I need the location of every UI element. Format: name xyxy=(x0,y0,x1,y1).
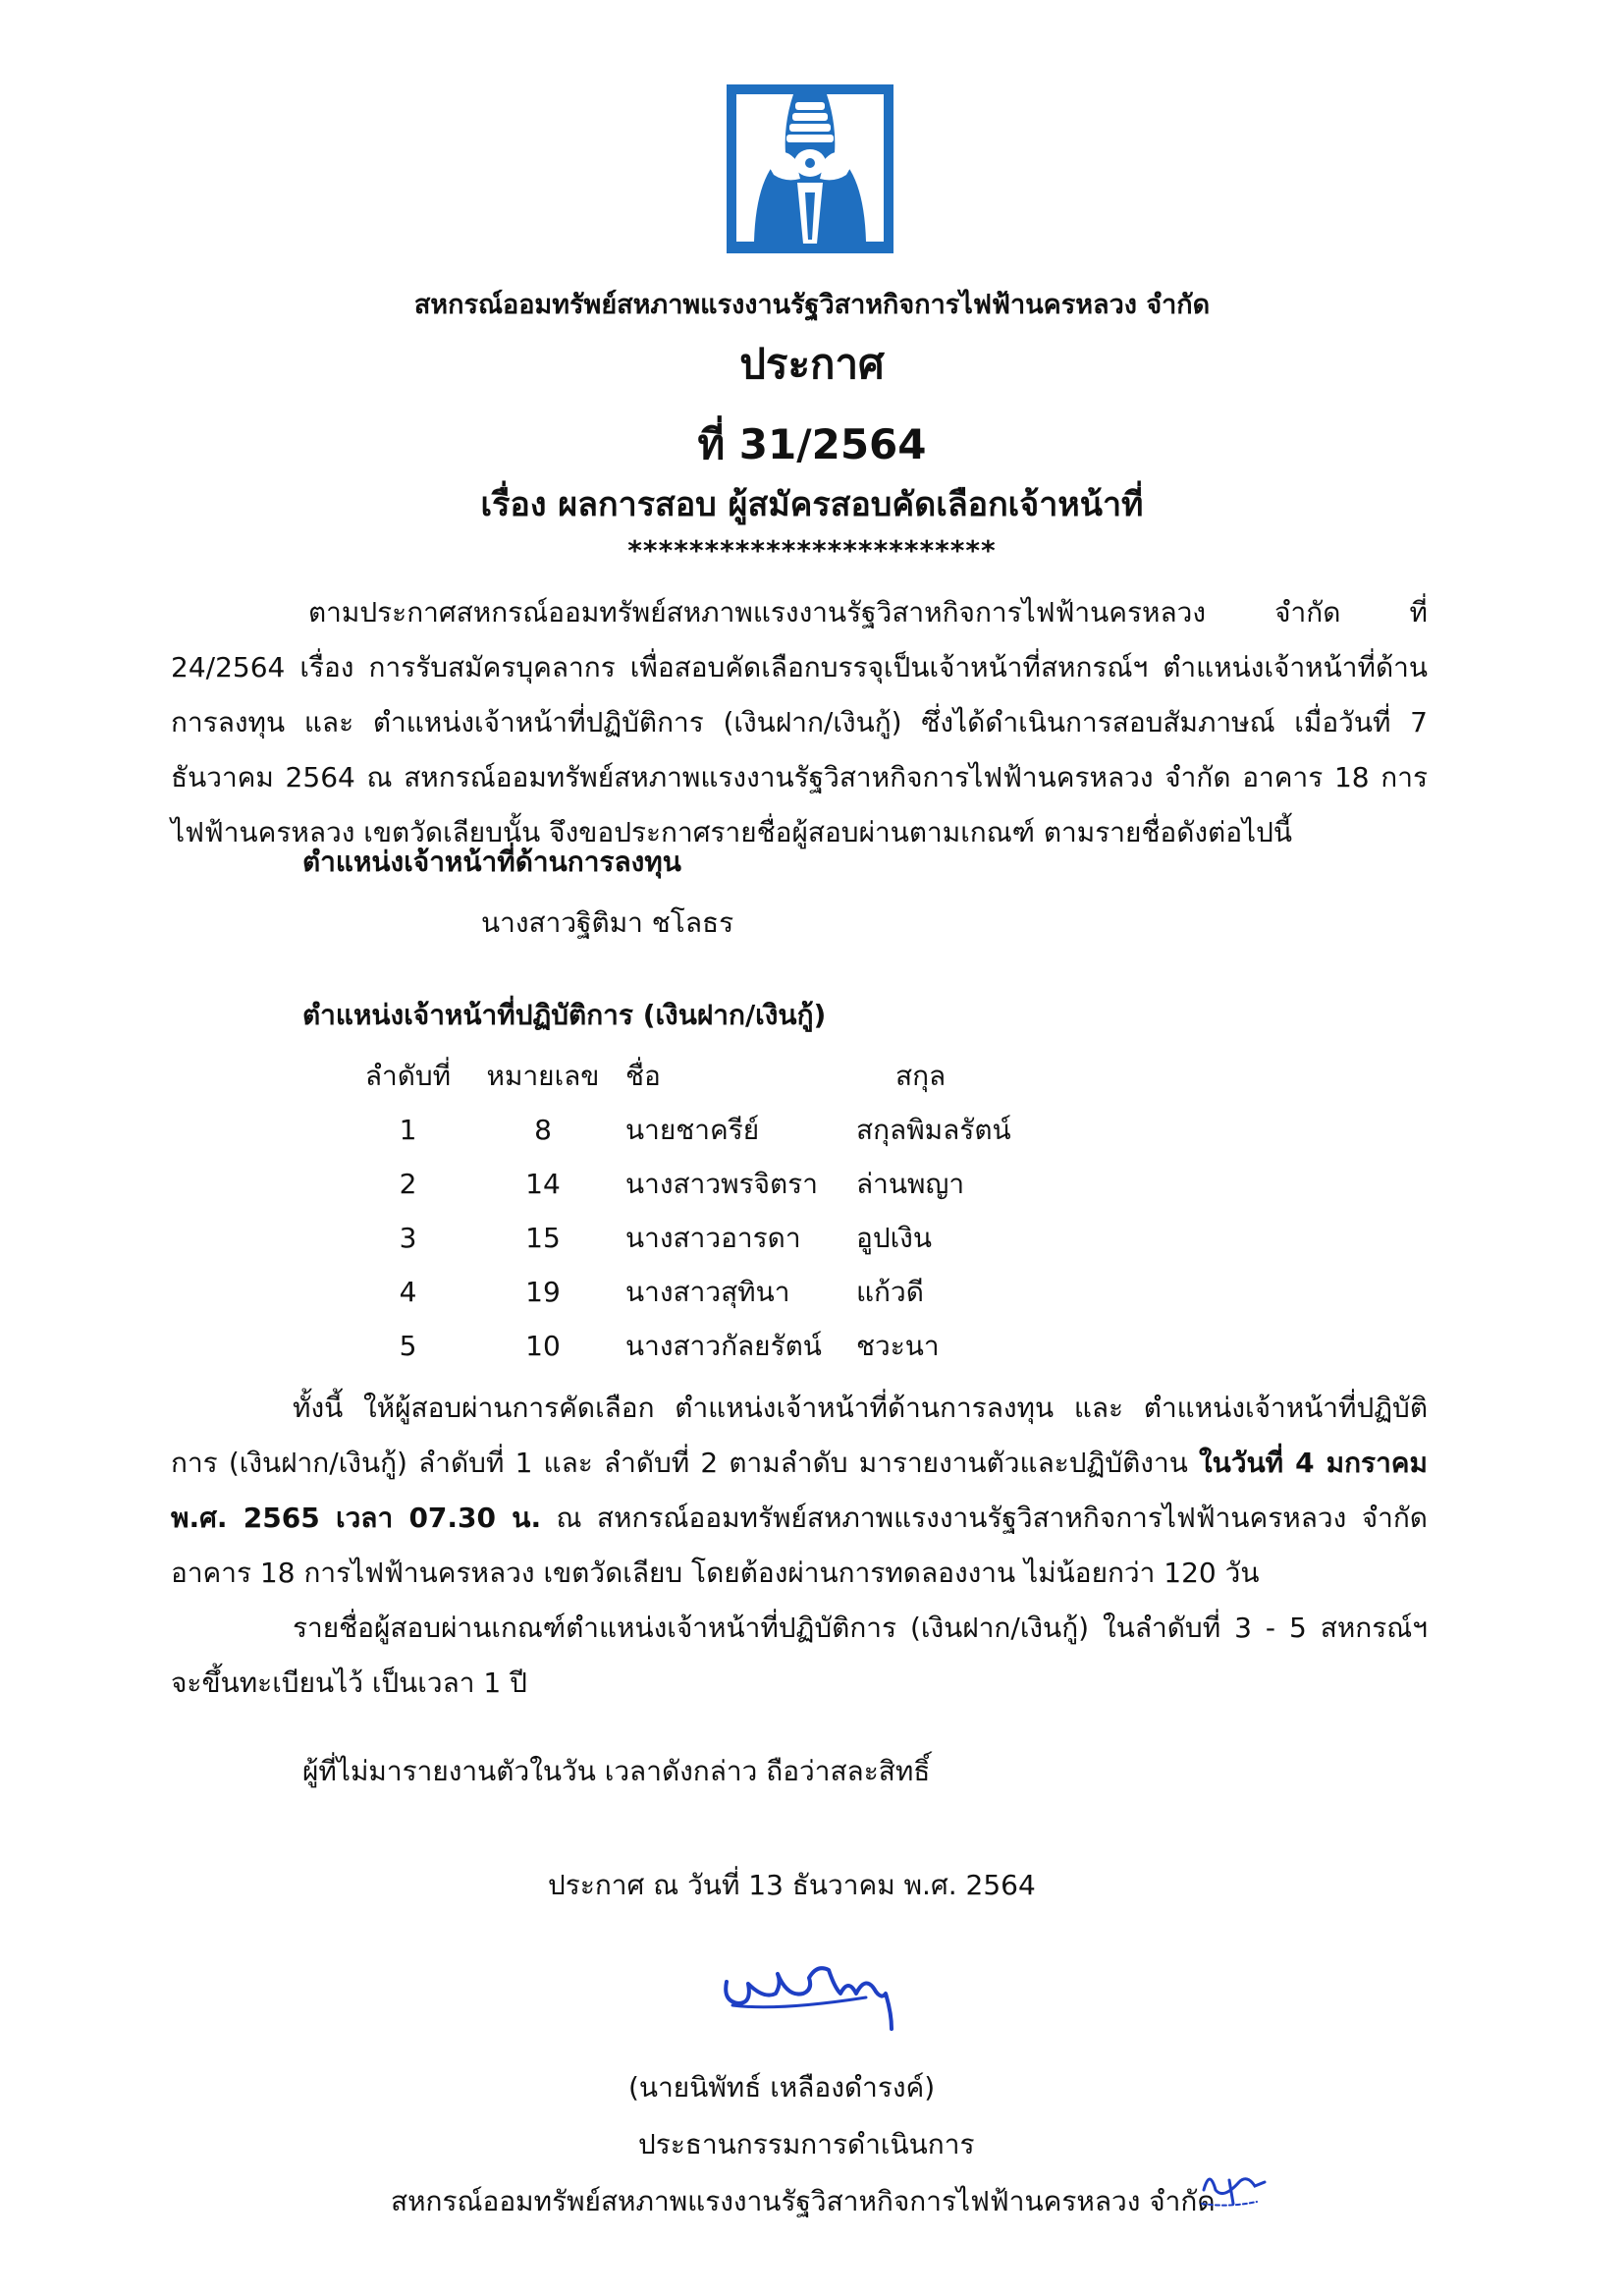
cell-order: 4 xyxy=(399,1276,417,1308)
cell-number: 15 xyxy=(525,1222,561,1254)
investment-position-heading: ตำแหน่งเจ้าหน้าที่ด้านการลงทุน xyxy=(302,846,681,878)
report-text-part1: ทั้งนี้ ให้ผู้สอบผ่านการคัดเลือก ตำแหน่งเจ้าหน้าที่ด้านการลงทุน และ ตำแหน่งเจ้าหน้าที่ปฏิบัติการ (เงินฝาก/เงินกู้) ลำดับที่ 1 และ ลำดับที่ 2 ตามลำดับ มารายงานตัวและปฏิบัติงาน xyxy=(171,1392,1428,1479)
operations-position-heading: ตำแหน่งเจ้าหน้าที่ปฏิบัติการ (เงินฝาก/เงินกู้) xyxy=(302,999,827,1031)
intro-paragraph: ตามประกาศสหกรณ์ออมทรัพย์สหภาพแรงงานรัฐวิสาหกิจการไฟฟ้านครหลวง จำกัด ที่ 24/2564 เรื่อง การรับสมัครบุคลากร เพื่อสอบคัดเลือกบรรจุเป็นเจ้าหน้าที่สหกรณ์ฯ ตำแหน่งเจ้าหน้าที่ด้านการลงทุน และ ตำแหน่งเจ้าหน้าที่ปฏิบัติการ (เงินฝาก/เงินกู้) ซึ่งได้ดำเนินการสอบสัมภาษณ์ เมื่อวันที่ 7 ธันวาคม 2564 ณ สหกรณ์ออมทรัพย์สหภาพแรงงานรัฐวิสาหกิจการไฟฟ้านครหลวง จำกัด อาคาร 18 การไฟฟ้านครหลวง เขตวัดเลียบนั้น จึงขอประกาศรายชื่อผู้สอบผ่านตามเกณฑ์ ตามรายชื่อดังต่อไปนี้ xyxy=(171,596,1428,848)
asterisk-separator: ************************ xyxy=(627,534,997,567)
column-header-number: หมายเลข xyxy=(486,1059,600,1092)
cell-number: 8 xyxy=(534,1114,552,1146)
organization-header: สหกรณ์ออมทรัพย์สหภาพแรงงานรัฐวิสาหกิจการไฟฟ้านครหลวง จำกัด xyxy=(413,290,1211,320)
initials-mark xyxy=(1200,2160,1269,2210)
table-row xyxy=(342,1211,1131,1265)
report-paragraph xyxy=(171,1381,1428,1601)
cooperative-logo xyxy=(727,84,893,253)
table-row xyxy=(342,1103,1131,1157)
reserve-paragraph: รายชื่อผู้สอบผ่านเกณฑ์ตำแหน่งเจ้าหน้าที่ปฏิบัติการ (เงินฝาก/เงินกู้) ในลำดับที่ 3 - 5 สหกรณ์ฯ จะขึ้นทะเบียนไว้ เป็นเวลา 1 ปี xyxy=(171,1612,1428,1699)
cell-first-name: นางสาวสุทินา xyxy=(625,1275,790,1308)
cell-number: 10 xyxy=(525,1330,561,1362)
candidate-table xyxy=(342,1049,1131,1373)
signer-title: ประธานกรรมการดำเนินการ xyxy=(638,2128,975,2160)
cell-last-name: ชวะนา xyxy=(856,1329,940,1362)
column-header-last-name: สกุล xyxy=(895,1059,947,1092)
report-text-part2: ณ สหกรณ์ออมทรัพย์สหภาพแรงงานรัฐวิสาหกิจการไฟฟ้านครหลวง จำกัด อาคาร 18 การไฟฟ้านครหลวง เขตวัดเลียบ โดยต้องผ่านการทดลองงาน ไม่น้อยกว่า 120 วัน xyxy=(171,1502,1428,1589)
investment-candidate-name: นางสาวฐิติมา ชโลธร xyxy=(481,906,734,939)
cell-last-name: ล่านพญา xyxy=(856,1167,965,1200)
announcement-subject: เรื่อง ผลการสอบ ผู้สมัครสอบคัดเลือกเจ้าหน้าที่ xyxy=(480,485,1144,524)
footer-organization: สหกรณ์ออมทรัพย์สหภาพแรงงานรัฐวิสาหกิจการไฟฟ้านครหลวง จำกัด xyxy=(391,2185,1216,2217)
cell-first-name: นางสาวอารดา xyxy=(625,1221,801,1254)
announcement-title: ประกาศ xyxy=(739,340,885,388)
cell-order: 2 xyxy=(399,1168,417,1200)
cell-first-name: นางสาวพรจิตรา xyxy=(625,1167,818,1200)
column-header-first-name: ชื่อ xyxy=(625,1059,661,1092)
signature xyxy=(719,1954,915,2035)
announcement-date: ประกาศ ณ วันที่ 13 ธันวาคม พ.ศ. 2564 xyxy=(548,1869,1036,1901)
cell-last-name: สกุลพิมลรัตน์ xyxy=(856,1113,1011,1146)
forfeit-notice: ผู้ที่ไม่มารายงานตัวในวัน เวลาดังกล่าว ถือว่าสละสิทธิ์ xyxy=(302,1755,931,1787)
cell-last-name: แก้วดี xyxy=(856,1275,924,1308)
announcement-number: ที่ 31/2564 xyxy=(697,420,927,468)
column-header-order: ลำดับที่ xyxy=(364,1059,452,1092)
cell-order: 3 xyxy=(399,1222,417,1254)
cell-order: 5 xyxy=(399,1330,417,1362)
cell-first-name: นายชาครีย์ xyxy=(625,1113,760,1146)
cell-number: 14 xyxy=(525,1168,561,1200)
table-row xyxy=(342,1319,1131,1373)
cell-last-name: อูปเงิน xyxy=(856,1221,932,1254)
cell-order: 1 xyxy=(399,1114,417,1146)
table-header-row xyxy=(342,1049,1131,1103)
table-row xyxy=(342,1157,1131,1211)
cell-number: 19 xyxy=(525,1276,561,1308)
cell-first-name: นางสาวกัลยรัตน์ xyxy=(625,1329,822,1362)
report-date-bold: ในวันที่ 4 มกราคม พ.ศ. 2565 เวลา 07.30 น. xyxy=(171,1447,1428,1534)
signer-name: (นายนิพัทธ์ เหลืองดำรงค์) xyxy=(628,2071,936,2104)
table-row xyxy=(342,1265,1131,1319)
